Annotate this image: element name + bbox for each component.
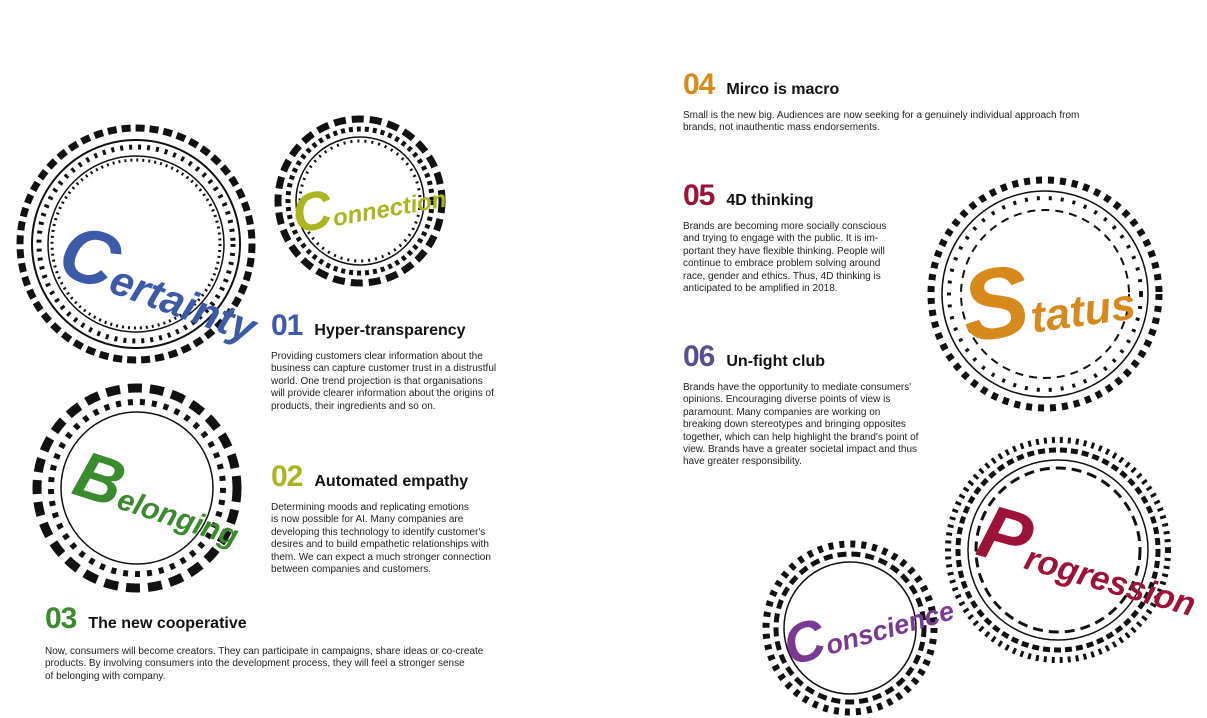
connection-doodle-circle bbox=[272, 113, 448, 289]
trend-body: Providing customers clear information about the business can capture customer trust in a distrustful world. One trend projection is that organisations will provide clearer information about the origins of products, their ingredients and so on. bbox=[271, 351, 497, 412]
trend-04 bbox=[683, 70, 1143, 135]
trend-body: Brands are becoming more socially conscious and trying to engage with the public. It is im- portant they have flexible thinking. People will continue to embrace problem solving around race, gender and ethics. Thus, 4D thinking is anticipated to be amplified in 2018. bbox=[683, 221, 887, 295]
trend-02 bbox=[271, 462, 531, 576]
trend-body: Now, consumers will become creators. They can participate in campaigns, share ideas or co-create products. By involving consumers into the development process, they will feel a stronger sense of belonging with company. bbox=[45, 646, 484, 682]
conscience-doodle-circle bbox=[760, 538, 958, 718]
trend-number: 01 bbox=[271, 309, 303, 342]
trend-number: 04 bbox=[683, 68, 715, 101]
conscience-word: Conscience bbox=[775, 595, 958, 678]
belonging-word: Belonging bbox=[65, 435, 243, 554]
trend-body: Brands have the opportunity to mediate consumers' opinions. Encouraging diverse points of view is paramount. Many companies are working on breaking down stereotypes and bringing opposites together, which can help highlight the brand's point of view. Brands have a greater societal impact and thus have greater responsibility. bbox=[683, 382, 919, 468]
connection-word: Connection bbox=[287, 178, 449, 245]
trend-05 bbox=[683, 181, 923, 295]
trend-title: Hyper-transparency bbox=[314, 322, 466, 339]
certainty-doodle-circle bbox=[14, 122, 263, 366]
trend-heading bbox=[271, 311, 531, 341]
trend-body: Small is the new big. Audiences are now seeking for a genuinely individual approach from brands, not inauthentic mass endorsements. bbox=[683, 110, 1080, 134]
trend-title: Un-fight club bbox=[726, 353, 826, 370]
trend-heading bbox=[683, 70, 1143, 100]
trend-title: The new cooperative bbox=[88, 615, 247, 632]
trend-body: Determining moods and replicating emotions is now possible for AI. Many companies are developing this technology to identify customer's desires and to build empathetic relationships with them. We can expect a much stronger connection between companies and customers. bbox=[271, 502, 491, 576]
status-doodle-circle bbox=[925, 174, 1165, 414]
progression-word: Progression bbox=[969, 488, 1200, 625]
trend-number: 05 bbox=[683, 179, 715, 212]
trend-title: Mirco is macro bbox=[726, 81, 840, 98]
trend-number: 03 bbox=[45, 602, 77, 635]
trend-title: 4D thinking bbox=[726, 192, 814, 209]
trend-title: Automated empathy bbox=[314, 473, 469, 490]
trend-heading bbox=[271, 462, 531, 492]
trend-heading bbox=[683, 181, 923, 211]
trend-03 bbox=[45, 604, 545, 683]
trend-heading bbox=[683, 342, 943, 372]
trend-06 bbox=[683, 342, 943, 469]
progression-doodle-circle bbox=[942, 434, 1200, 666]
trend-number: 06 bbox=[683, 340, 715, 373]
trend-number: 02 bbox=[271, 460, 303, 493]
trend-heading bbox=[45, 604, 545, 634]
status-word: Status bbox=[954, 243, 1139, 364]
trend-01 bbox=[271, 311, 531, 413]
belonging-doodle-circle bbox=[30, 381, 244, 595]
certainty-word: Certainty bbox=[48, 205, 263, 352]
